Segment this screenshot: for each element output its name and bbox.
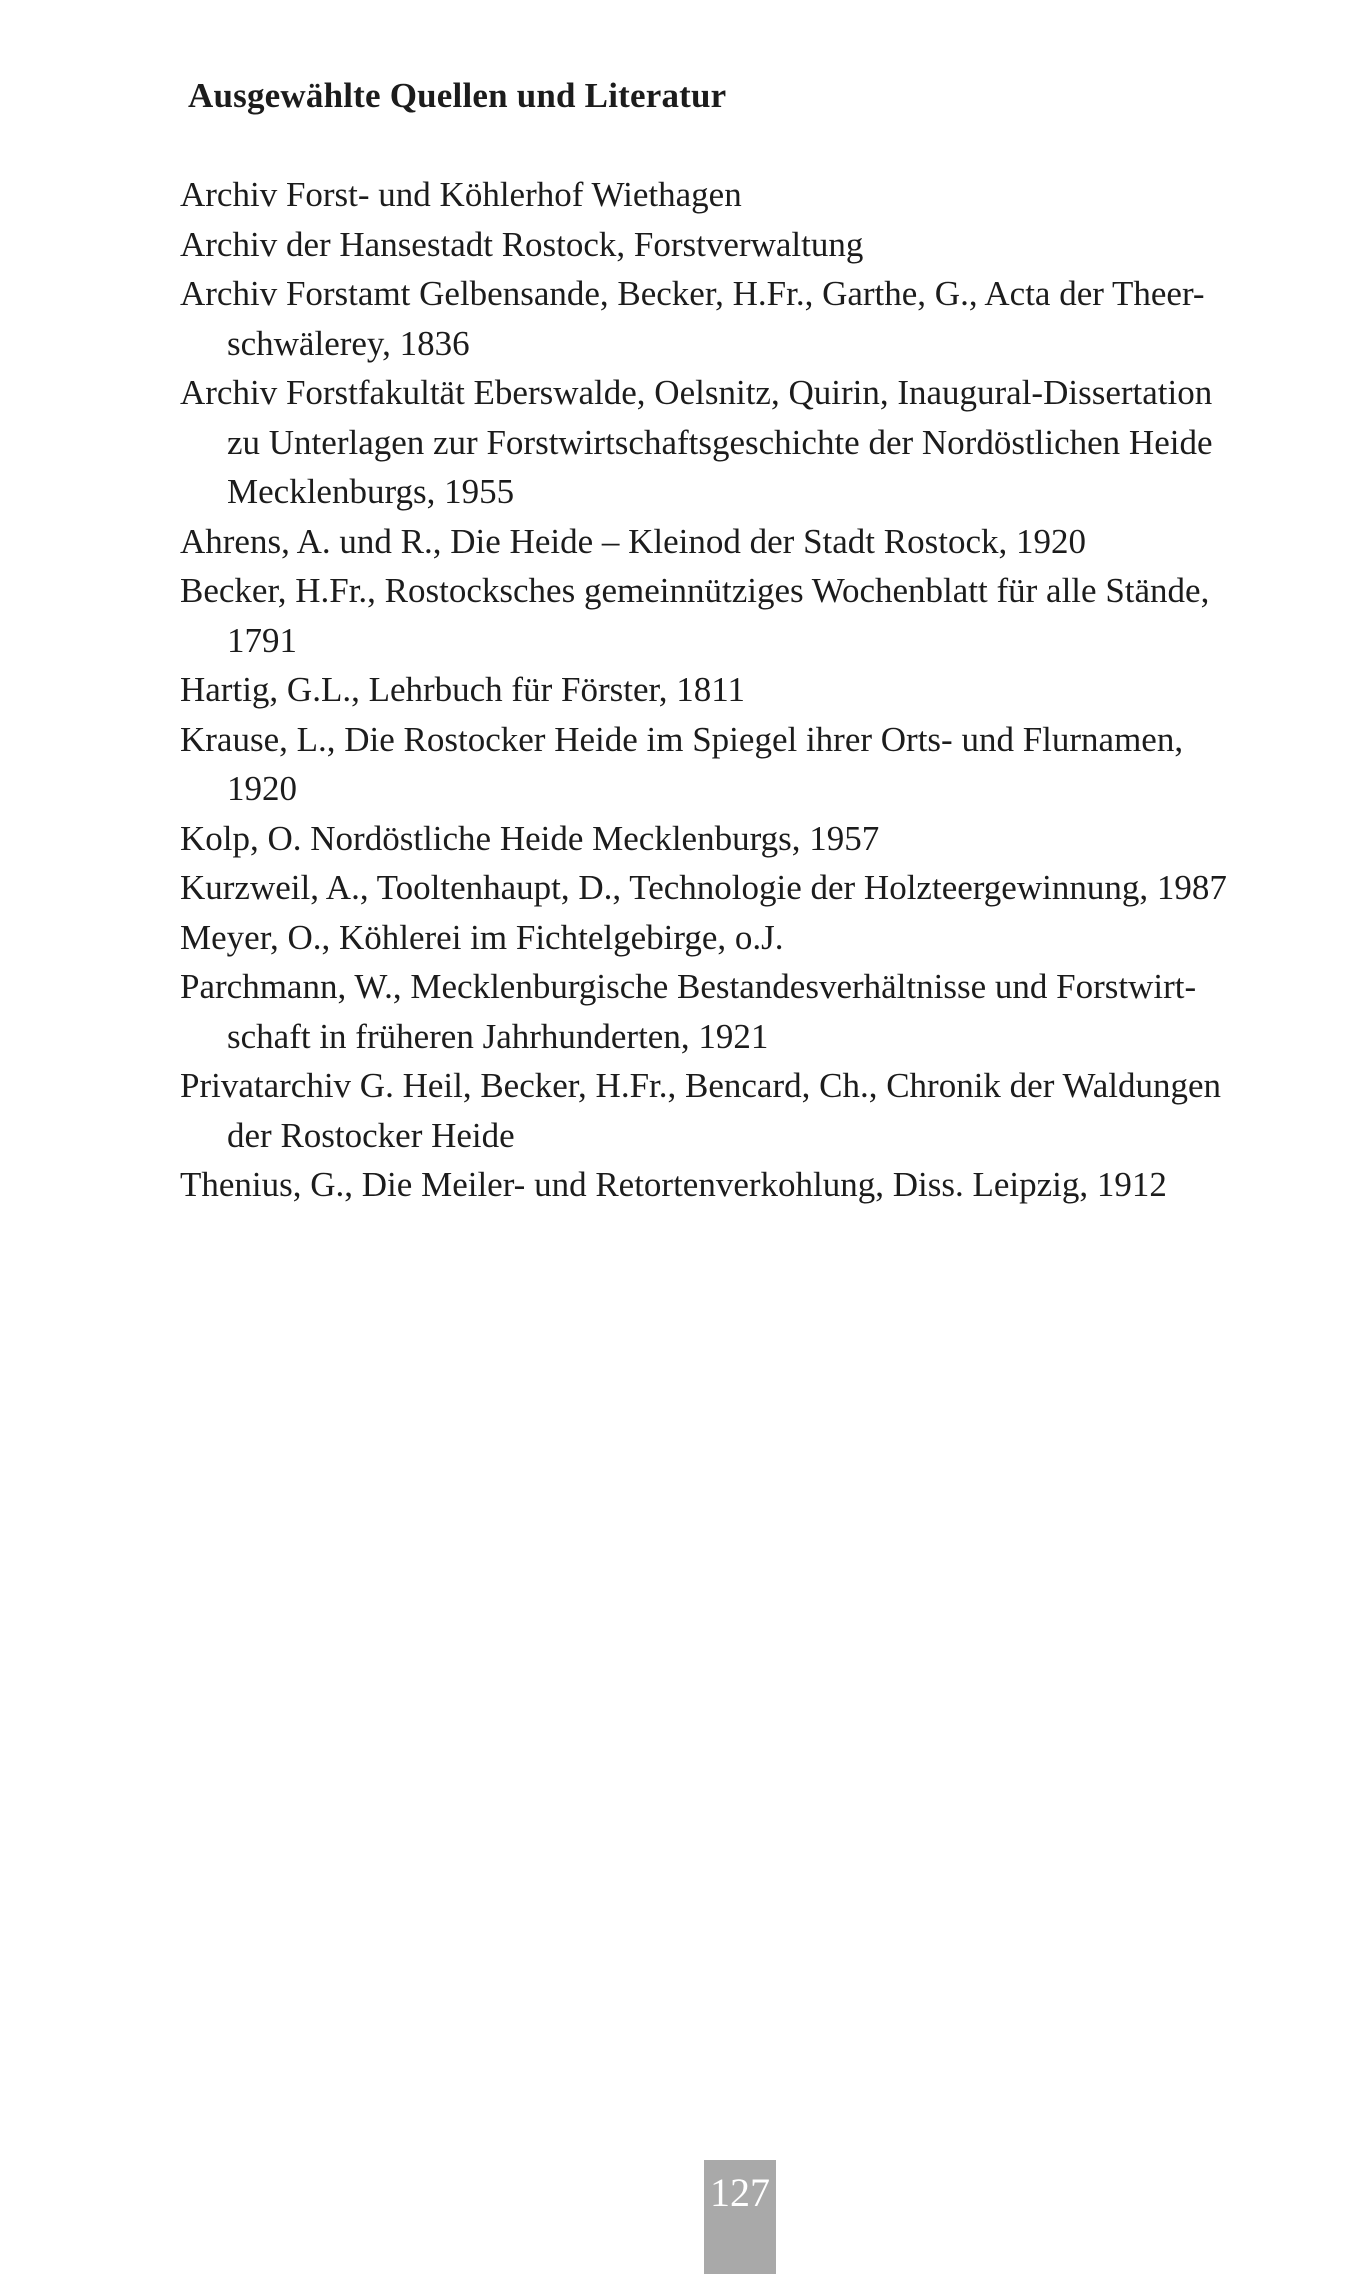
entry-line: zu Unterlagen zur Forstwirtschaftsgeschichte der Nordöstlichen Heide (227, 422, 1213, 462)
bibliography-entry (180, 517, 1310, 567)
bibliography-entry (180, 170, 1310, 220)
bibliography-entry (180, 368, 1310, 517)
bibliography-list (180, 170, 1310, 1210)
entry-line: Kolp, O. Nordöstliche Heide Mecklenburgs, 1957 (180, 818, 880, 858)
entry-line: Archiv Forstamt Gelbensande, Becker, H.Fr., Garthe, G., Acta der Theer- (180, 274, 1205, 313)
entry-line: Mecklenburgs, 1955 (227, 472, 515, 511)
page-number: 127 (704, 2160, 776, 2274)
entry-line: 1920 (227, 769, 297, 808)
entry-line: Archiv Forst- und Köhlerhof Wiethagen (180, 175, 742, 214)
entry-line: Privatarchiv G. Heil, Becker, H.Fr., Bencard, Ch., Chronik der Waldungen (180, 1066, 1222, 1105)
bibliography-entry (180, 220, 1310, 270)
bibliography-entry (180, 1061, 1310, 1160)
entry-line: schwälerey, 1836 (227, 323, 470, 363)
bibliography-entry (180, 962, 1310, 1061)
entry-line: Archiv Forstfakultät Eberswalde, Oelsnitz, Quirin, Inaugural-Dissertation (180, 373, 1213, 412)
bibliography-entry (180, 863, 1310, 913)
bibliography-entry (180, 269, 1310, 368)
entry-line: Becker, H.Fr., Rostocksches gemeinnütziges Wochenblatt für alle Stände, (180, 571, 1210, 610)
bibliography-entry (180, 1160, 1310, 1210)
entry-line: schaft in früheren Jahrhunderten, 1921 (227, 1016, 769, 1056)
entry-line: 1791 (227, 620, 297, 660)
bibliography-entry (180, 665, 1310, 715)
entry-line: Meyer, O., Köhlerei im Fichtelgebirge, o.J. (180, 917, 784, 957)
bibliography-entry (180, 715, 1310, 814)
bibliography-entry (180, 566, 1310, 665)
bibliography-entry (180, 814, 1310, 864)
entry-line: Thenius, G., Die Meiler- und Retortenverkohlung, Diss. Leipzig, 1912 (180, 1165, 1167, 1204)
entry-line: der Rostocker Heide (227, 1115, 515, 1155)
bibliography-entry (180, 913, 1310, 963)
entry-line: Hartig, G.L., Lehrbuch für Förster, 1811 (180, 670, 745, 709)
entry-line: Kurzweil, A., Tooltenhaupt, D., Technologie der Holzteergewinnung, 1987 (180, 868, 1227, 907)
section-heading: Ausgewählte Quellen und Literatur (188, 76, 727, 115)
entry-line: Archiv der Hansestadt Rostock, Forstverwaltung (180, 224, 864, 264)
entry-line: Parchmann, W., Mecklenburgische Bestandesverhältnisse und Forstwirt- (180, 967, 1197, 1006)
entry-line: Krause, L., Die Rostocker Heide im Spiegel ihrer Orts- und Flurnamen, (180, 719, 1184, 759)
entry-line: Ahrens, A. und R., Die Heide – Kleinod der Stadt Rostock, 1920 (180, 521, 1087, 561)
